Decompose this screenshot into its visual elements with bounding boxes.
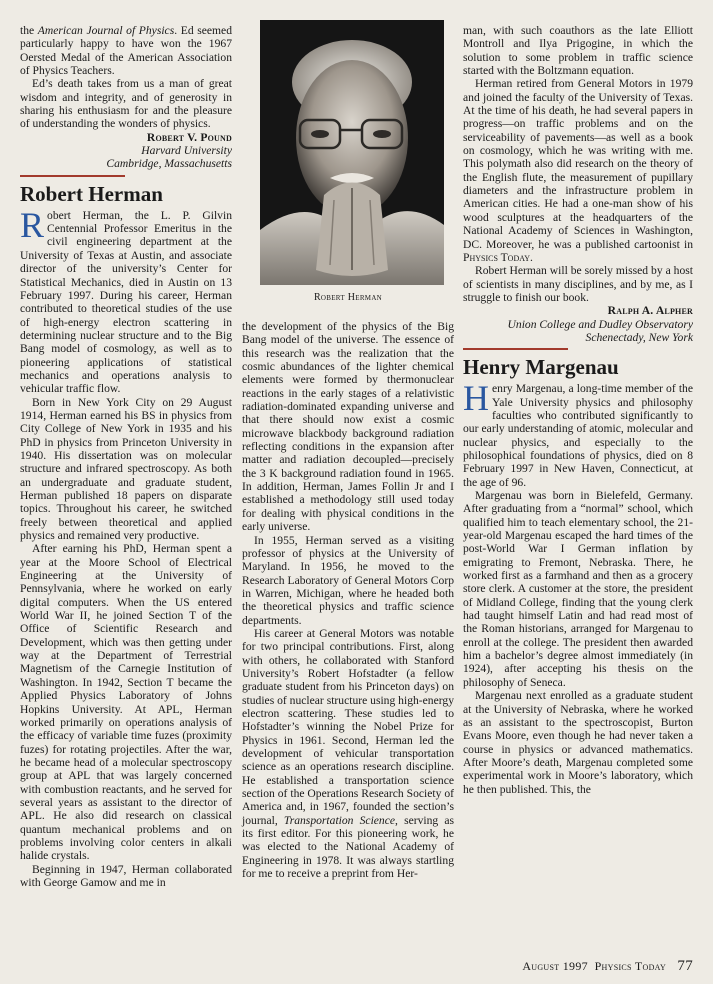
alpher-signature-affiliation: Union College and Dudley Observatory — [507, 317, 693, 331]
alpher-signature-location: Schenectady, New York — [585, 330, 693, 344]
pound-signature-location: Cambridge, Massachusetts — [106, 157, 232, 171]
column-left — [20, 24, 232, 889]
herman-paragraph-5: the development of the physics of the Big Bang model of the universe. The essence of this research was the realization that the cosmic abundances of the lighter chemical elements were formed by thermonuclear reactions in the early stages of a relativistic radiation-dominated expanding universe and that there should now exist a cosmic microwave blackbody background radiation reflecting conditions in the expansion after matter and radiation decoupled—precisely the 3 K background radiation found in 1965. In addition, Herman, James Follin Jr and I established a methodology still used today for dealing with physical conditions in the early universe. — [242, 320, 454, 534]
portrait-photo — [260, 20, 444, 285]
herman-paragraph-1: Robert Herman, the L. P. Gilvin Centennial Professor Emeritus in the civil engineering department at the University of Texas at Austin, and associate director of the university’s Center for Statistical Mechanics, died in Austin on 13 February 1997. During his career, Herman contributed to theoretical studies of the use of high-energy electron scattering in determining nuclear structure and to the Big Bang model of cosmology, as well as to pioneering applications of statistical mechanics and operations analysis to vehicular traffic flow. — [20, 204, 232, 396]
herman-paragraph-2: Born in New York City on 29 August 1914, Herman earned his BS in physics from City College of New York in 1935 and his PhD in physics from Princeton University in 1940. His dissertation was on molecular structure and infrared spectroscopy. As both an undergraduate and graduate student, Herman published 18 papers on disparate topics. Throughout his career, he switched freely between theoretical and applied physics and remained very productive. — [20, 395, 232, 543]
portrait-illustration — [260, 20, 444, 285]
herman-paragraph-10: Robert Herman will be sorely missed by a host of scientists in many disciplines, and by me, as I struggle to finish our book. — [463, 264, 693, 304]
obituary-title-herman: Robert Herman — [20, 181, 163, 206]
column-middle — [242, 320, 454, 880]
pound-obituary-closing: Ed’s death takes from us a man of great wisdom and integrity, and of generosity in sharing his enthusiasm for and the pleasure of understanding the wonders of physics. — [20, 77, 232, 131]
pound-obituary-ending: the American Journal of Physics. Ed seemed particularly happy to have won the 1967 Oersted Medal of the American Association of Physics Teachers. — [20, 24, 232, 78]
herman-paragraph-7: His career at General Motors was notable for two principal contributions. First, along with others, he collaborated with Stanford University’s Robert Hofstadter (a fellow graduate student from his Princeton days) on studies of nuclear structure using high-energy electron scattering. These studies led to Hofstadter’s winning the Nobel Prize for Physics in 1961. Second, Herman led the development of vehicular transportation science as an operations research discipline. He established a transportation science section of the Operations Research Society of America and, in 1967, founded the section’s journal, Transportation Science, serving as its first editor. For this pioneering work, he was elected to the National Academy of Engineering in 1978. It was always startling for me to receive a preprint from Her- — [242, 626, 455, 881]
column-right — [463, 24, 693, 796]
margenau-paragraph-3: Margenau next enrolled as a graduate student at the University of Nebraska, where he worked as an assistant to the spectroscopist, Burton Evans Moore, even though he had never taken a course in physics or advanced mathematics. After Moore’s death, Margenau completed some experimental work in Moore’s laboratory, which he then published. This, the — [463, 689, 693, 796]
pound-signature-name: Robert V. Pound — [146, 130, 232, 144]
section-divider — [20, 175, 125, 177]
footer-journal: Physics Today — [594, 959, 667, 973]
margenau-paragraph-1: Henry Margenau, a long-time member of the Yale University physics and philosophy faculties who contributed significantly to our early understanding of atomic, molecular and nuclear physics, and especially to the philosophical foundations of physics, died on 8 February 1997 in New Haven, Connecticut, at the age of 96. — [463, 378, 693, 489]
obituary-title-margenau: Henry Margenau — [463, 355, 619, 380]
herman-paragraph-6: In 1955, Herman served as a visiting professor of physics at the University of Maryland. In 1956, he moved to the Research Laboratory of General Motors Corp in Warren, Michigan, where he headed both the theoretical physics and traffic science departments. — [242, 533, 454, 627]
photo-caption: Robert Herman — [313, 292, 383, 303]
margenau-paragraph-2: Margenau was born in Bielefeld, Germany. After graduating from a “normal” school, which qualified him to teach elementary school, the 21-year-old Margenau escaped the hard times of the post-World War I German inflation by emigrating to Fremont, Nebraska. There, he worked first as a farmhand and then as a grocery store clerk. A customer at the store, the president of Midland College, finding that the young clerk had taught himself Latin and had read most of the Roman historians, arranged for Margenau to enroll at the college. The president then awarded him a bachelor’s degree almost immediately (in 1924), after accepting his thesis on the philosophy of Seneca. — [463, 489, 693, 689]
alpher-signature-name: Ralph A. Alpher — [607, 304, 693, 318]
section-divider — [463, 348, 568, 350]
herman-paragraph-9: Herman retired from General Motors in 1979 and joined the faculty of the University of Texas. At the time of his death, he had several papers in progress—on traffic problems and on the serviceability of pavements—as well as a book on cosmology, which he was writing with me. This polymath also did research on the theory of the English flute, the measurement of pupillary diameters and the infrastructure problem in American cities. He had a one-man show of his wood sculptures at the headquarters of the National Academy of Sciences in Washington, DC. Moreover, he was a published cartoonist in Physics Today. — [463, 77, 693, 264]
herman-paragraph-3: After earning his PhD, Herman spent a year at the Moore School of Electrical Engineering at the University of Pennsylvania, where he worked on early digital computers. When the US entered World War II, he joined Section T of the Office of Scientific Research and Development, which was then getting under way at the Department of Terrestrial Magnetism of the Carnegie Institution of Washington. In 1942, Section T became the Applied Physics Laboratory of Johns Hopkins University. At APL, Herman worked primarily on operations analysis of the efficacy of variable time fuzes (proximity fuzes) for rotating projectiles. After the war, he became head of a molecular spectroscopy group at APL that was largely concerned with combustion reactants, and he served for several years as assistant to the director of APL. He also did research on classical quantum mechanical problems and on problems involving color centers in alkali halide crystals. — [20, 542, 232, 863]
drop-cap: R — [20, 204, 45, 245]
page-footer — [522, 958, 693, 975]
page-number: 77 — [677, 958, 693, 974]
herman-paragraph-8: man, with such coauthors as the late Elliott Montroll and Ilya Prigogine, in which the solution to some problem in traffic science started with the Boltzmann equation. — [463, 24, 693, 78]
drop-cap: H — [463, 378, 489, 419]
footer-issue: August 1997 — [522, 959, 588, 973]
pound-signature-affiliation: Harvard University — [141, 144, 232, 158]
herman-paragraph-4: Beginning in 1947, Herman collaborated with George Gamow and me in — [20, 862, 232, 889]
